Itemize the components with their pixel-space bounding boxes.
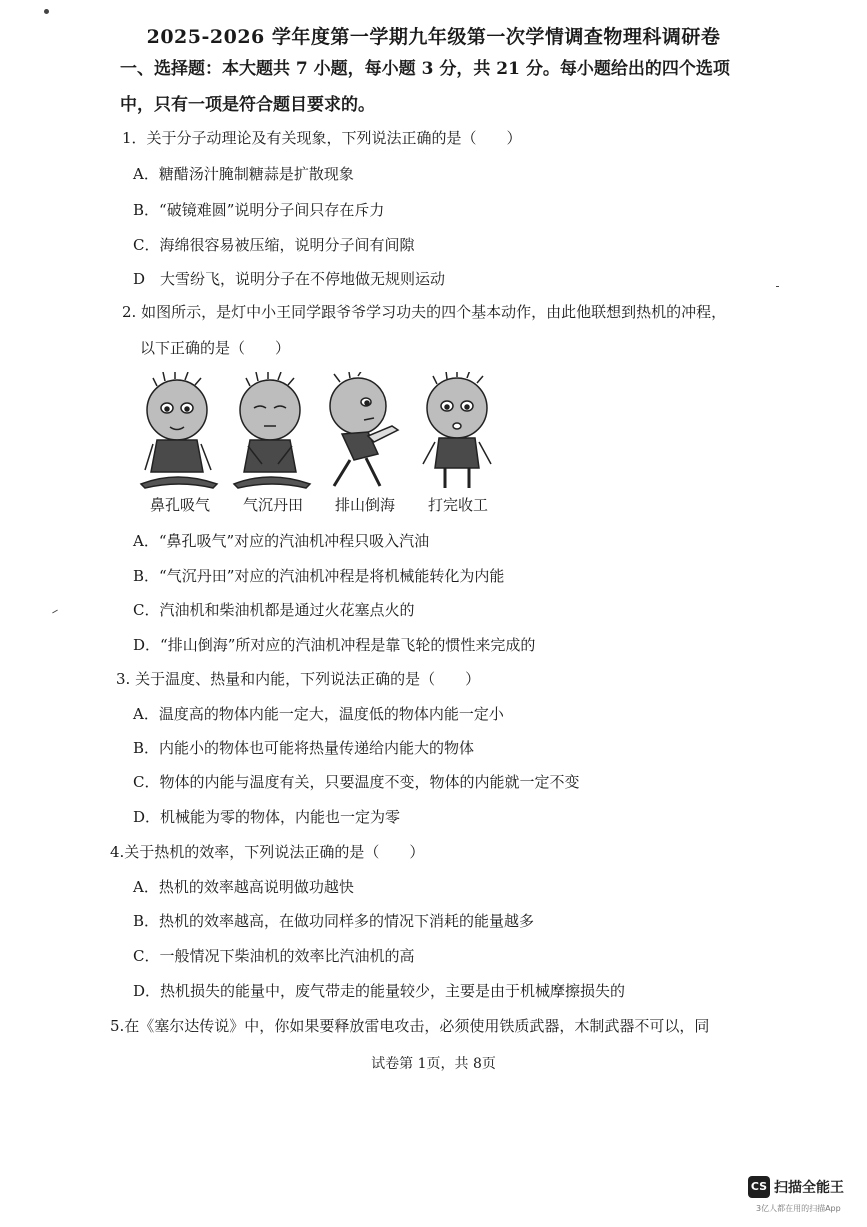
question-4-option-c: C．一般情况下柴油机的效率比汽油机的高 <box>133 947 415 965</box>
scanner-app-name: 扫描全能王 <box>774 1180 844 1196</box>
cartoon-boy-pushing-icon <box>320 372 410 492</box>
question-3-option-c: C．物体的内能与温度有关，只要温度不变，物体的内能就一定不变 <box>133 773 580 791</box>
scanner-watermark <box>748 1176 860 1216</box>
camscanner-logo-icon: CS <box>748 1176 770 1198</box>
figure-finish <box>413 372 503 522</box>
question-3-stem: 3. 关于温度、热量和内能，下列说法正确的是（ ） <box>116 670 481 688</box>
figure-qi-sink <box>228 372 318 522</box>
question-4-option-d: D．热机损失的能量中，废气带走的能量较少，主要是由于机械摩擦损失的 <box>133 982 626 1000</box>
question-2-option-b: B．“气沉丹田”对应的汽油机冲程是将机械能转化为内能 <box>133 567 505 585</box>
question-5-stem: 5.在《塞尔达传说》中，你如果要释放雷电攻击，必须使用铁质武器，木制武器不可以，同 <box>110 1017 710 1035</box>
figure-3-caption: 排山倒海 <box>334 496 395 514</box>
page-footer: 试卷第 1页，共 8页 <box>371 1056 496 1072</box>
question-1-option-c: C．海绵很容易被压缩，说明分子间有间隙 <box>133 236 415 254</box>
scan-speck <box>44 9 49 14</box>
question-2-option-d: D．“排山倒海”所对应的汽油机冲程是靠飞轮的惯性来完成的 <box>133 636 536 654</box>
question-3-option-a: A．温度高的物体内能一定大，温度低的物体内能一定小 <box>133 705 504 723</box>
scanner-app-tagline: 3亿人都在用的扫描App <box>756 1204 841 1213</box>
question-1-option-b: B．“破镜难圆”说明分子间只存在斥力 <box>133 201 385 219</box>
cartoon-boy-sitting-icon <box>135 372 225 492</box>
question-4-option-a: A．热机的效率越高说明做功越快 <box>133 878 354 896</box>
question-4-option-b: B．热机的效率越高，在做功同样多的情况下消耗的能量越多 <box>133 912 535 930</box>
exam-title: 2025-2026 学年度第一学期九年级第一次学情调查物理科调研卷 <box>146 26 721 48</box>
question-3-option-d: D．机械能为零的物体，内能也一定为零 <box>133 808 401 826</box>
kungfu-figures <box>130 372 510 522</box>
figure-4-caption: 打完收工 <box>427 496 488 514</box>
question-1-stem: 1．关于分子动理论及有关现象，下列说法正确的是（ ） <box>122 129 522 147</box>
question-1-option-d: D 大雪纷飞，说明分子在不停地做无规则运动 <box>133 270 446 288</box>
section-heading-line1: 一、选择题：本大题共 7 小题，每小题 3 分，共 21 分。每小题给出的四个选项 <box>120 59 730 79</box>
question-4-stem: 4.关于热机的效率，下列说法正确的是（ ） <box>110 843 425 861</box>
figure-1-caption: 鼻孔吸气 <box>149 496 210 514</box>
question-1-option-a: A．糖醋汤汁腌制糖蒜是扩散现象 <box>133 165 354 183</box>
scan-speck <box>776 286 779 287</box>
question-3-option-b: B．内能小的物体也可能将热量传递给内能大的物体 <box>133 739 475 757</box>
question-2-option-a: A．“鼻孔吸气”对应的汽油机冲程只吸入汽油 <box>133 532 430 550</box>
question-2-option-c: C．汽油机和柴油机都是通过火花塞点火的 <box>133 601 415 619</box>
figure-nose-inhale <box>135 372 225 522</box>
question-2-stem-line1: 2. 如图所示，是灯中小王同学跟爷爷学习功夫的四个基本动作，由此他联想到热机的冲程， <box>122 303 727 321</box>
figure-2-caption: 气沉丹田 <box>242 496 303 514</box>
section-heading-line2: 中，只有一项是符合题目要求的。 <box>120 95 375 115</box>
question-2-stem-line2: 以下正确的是（ ） <box>140 339 291 357</box>
cartoon-boy-meditating-icon <box>228 372 318 492</box>
scan-speck <box>52 610 58 614</box>
cartoon-boy-standing-icon <box>413 372 503 492</box>
figure-push-sea <box>320 372 410 522</box>
